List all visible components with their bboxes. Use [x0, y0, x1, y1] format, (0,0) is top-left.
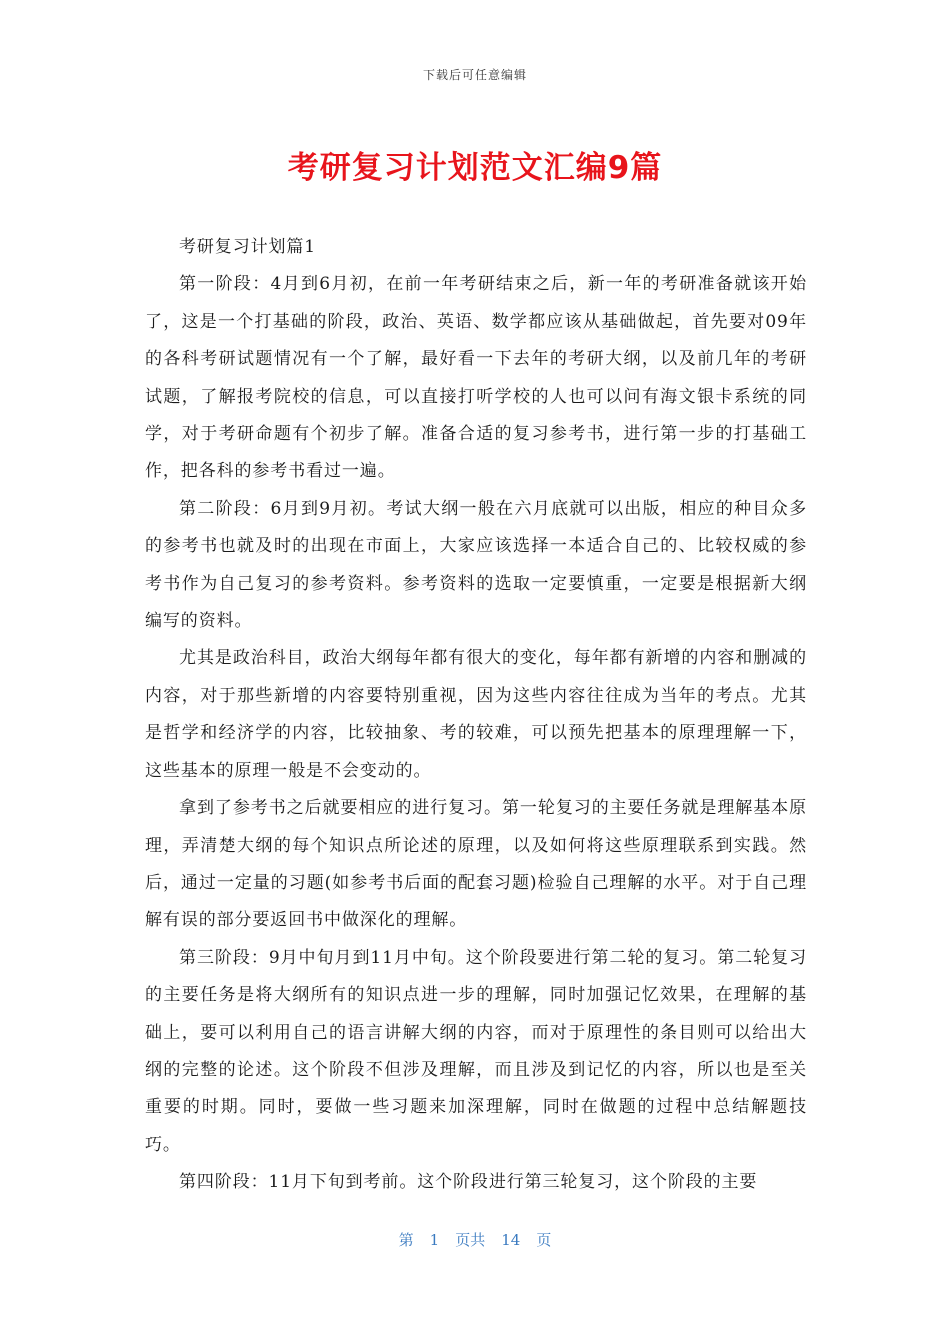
document-body — [145, 229, 807, 1202]
page-label-post: 页 — [536, 1231, 552, 1249]
total-pages: 14 — [501, 1231, 521, 1249]
page-label-pre: 第 — [398, 1231, 414, 1249]
paragraph: 第四阶段：11月下旬到考前。这个阶段进行第三轮复习，这个阶段的主要 — [179, 1172, 758, 1193]
document-title: 考研复习计划范文汇编9篇 — [287, 150, 663, 186]
paragraph: 第三阶段：9月中旬月到11月中旬。这个阶段要进行第二轮的复习。第二轮复习的主要任务是将大纲所有的知识点进一步的理解，同时加强记忆效果，在理解的基础上，要可以利用自己的语言讲解大纲的内容，而对于原理性的条目则可以给出大纲的完整的论述。这个阶段不但涉及理解，而且涉及到记忆的内容，所以也是至关重要的时期。同时，要做一些习题来加深理解，同时在做题的过程中总结解题技巧。 — [145, 947, 807, 1155]
section-heading: 考研复习计划篇1 — [179, 237, 317, 257]
paragraph: 拿到了参考书之后就要相应的进行复习。第一轮复习的主要任务就是理解基本原理，弄清楚大纲的每个知识点所论述的原理，以及如何将这些原理联系到实践。然后，通过一定量的习题(如参考书后面的配套习题)检验自己理解的水平。对于自己理解有误的部分要返回书中做深化的理解。 — [145, 798, 807, 931]
header-note: 下载后可任意编辑 — [422, 68, 527, 82]
page-label-mid: 页共 — [455, 1231, 486, 1249]
page-footer — [0, 1229, 950, 1250]
paragraph: 尤其是政治科目，政治大纲每年都有很大的变化，每年都有新增的内容和删减的内容，对于那些新增的内容要特别重视，因为这些内容往往成为当年的考点。尤其是哲学和经济学的内容，比较抽象、考的较难，可以预先把基本的原理理解一下，这些基本的原理一般是不会变动的。 — [145, 648, 807, 781]
paragraph: 第二阶段：6月到9月初。考试大纲一般在六月底就可以出版，相应的种目众多的参考书也就及时的出现在市面上，大家应该选择一本适合自己的、比较权威的参考书作为自己复习的参考资料。参考资料的选取一定要慎重，一定要是根据新大纲编写的资料。 — [145, 498, 807, 632]
page-number: 1 — [429, 1231, 440, 1249]
paragraph: 第一阶段：4月到6月初，在前一年考研结束之后，新一年的考研准备就该开始了，这是一个打基础的阶段，政治、英语、数学都应该从基础做起，首先要对09年的各科考研试题情况有一个了解，最好看一下去年的考研大纲，以及前几年的考研试题，了解报考院校的信息，可以直接打听学校的人也可以问有海文银卡系统的同学，对于考研命题有个初步了解。准备合适的复习参考书，进行第一步的打基础工作，把各科的参考书看过一遍。 — [145, 274, 807, 482]
